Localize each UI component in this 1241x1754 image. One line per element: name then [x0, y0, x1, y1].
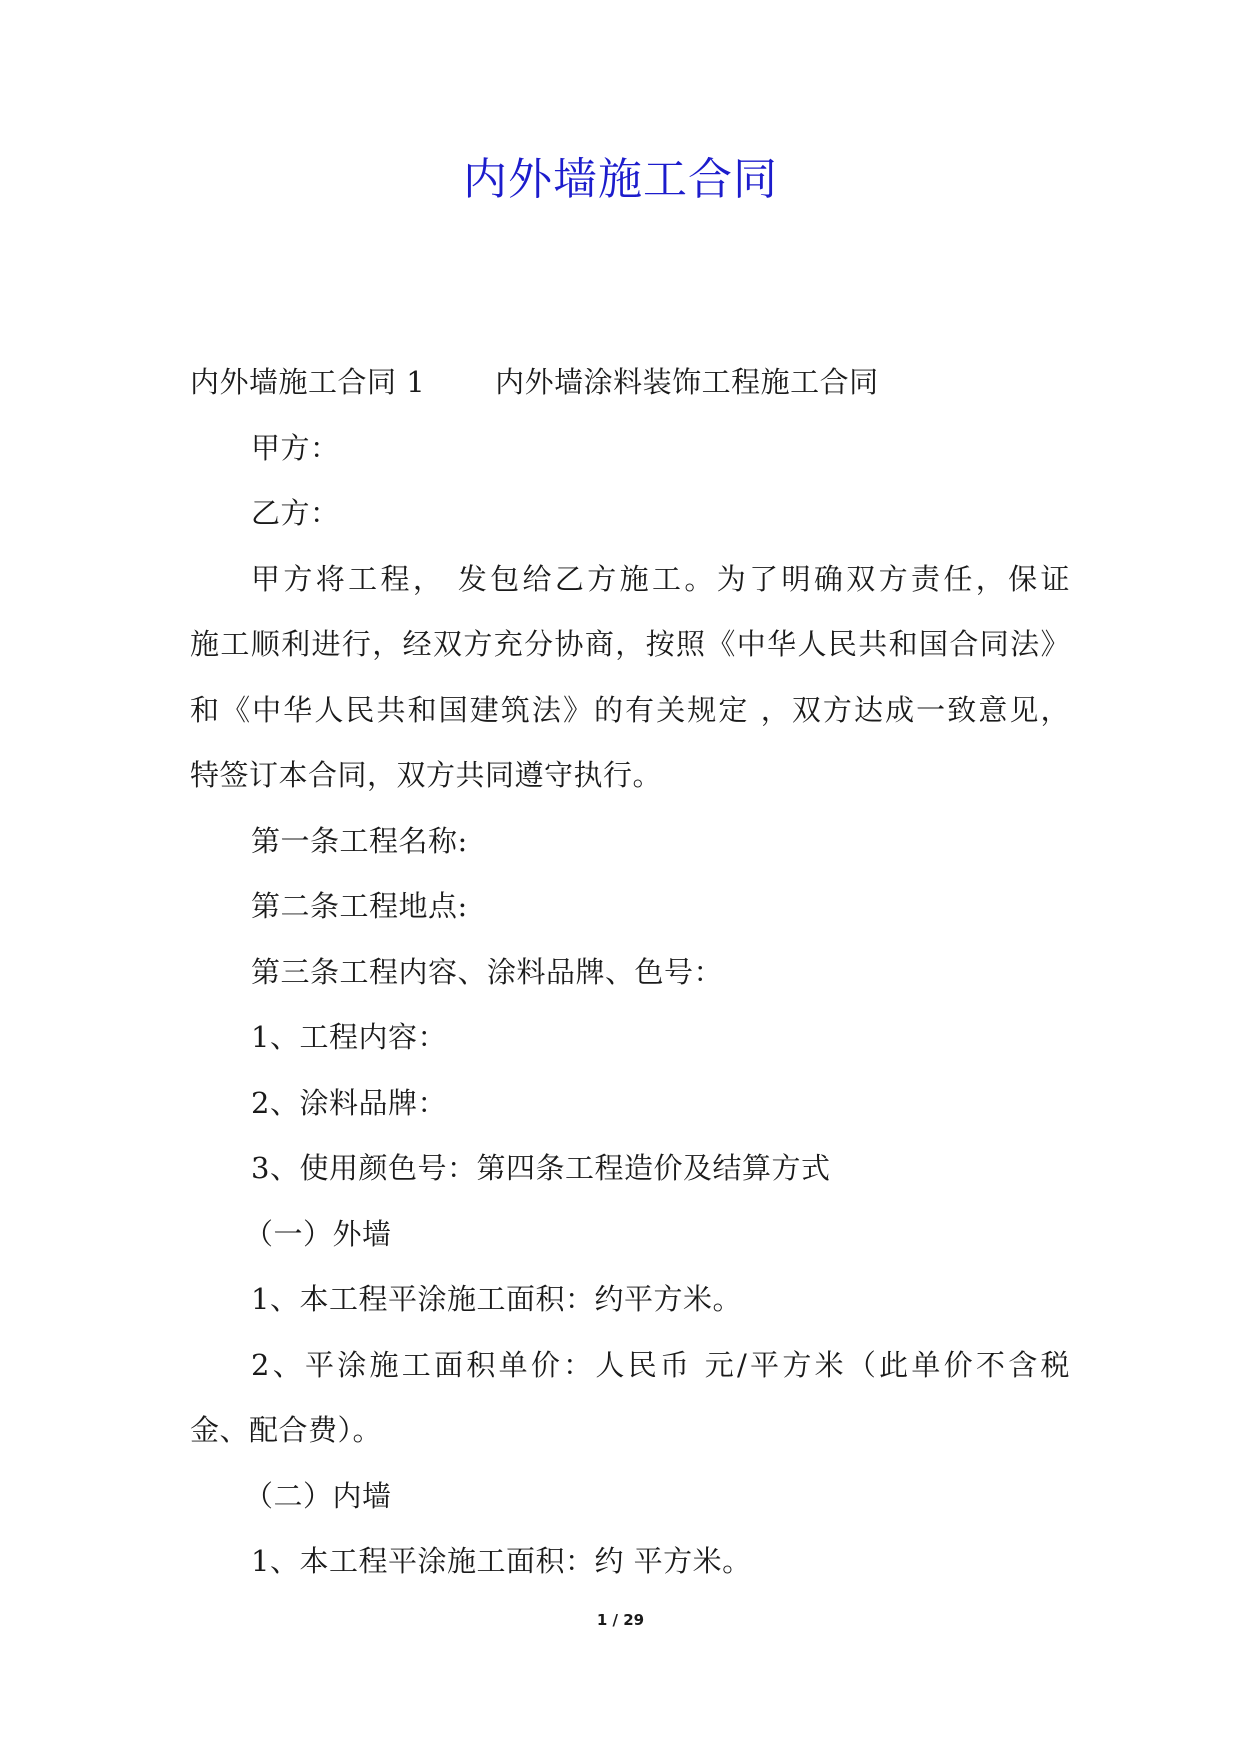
- list-item-line: 1、本工程平涂施工面积：约平方米。: [251, 1282, 742, 1316]
- paragraph-line: 和《中华人民共和国建筑法》的有关规定 ，双方达成一致意见，: [190, 692, 1070, 727]
- document-body: [190, 350, 1070, 1595]
- section-interior-line: （二）内墙: [244, 1478, 392, 1513]
- list-item-line: 2、平涂施工面积单价：人民币 元/平方米（此单价不含税: [251, 1347, 1070, 1382]
- article-3-line: 第三条工程内容、涂料品牌、色号：: [251, 954, 724, 989]
- paragraph-line: 甲方将工程， 发包给乙方施工。为了明确双方责任，保证: [251, 561, 1070, 596]
- contract-heading-left: 内外墙施工合同 1: [190, 365, 426, 399]
- list-item-line: 1、工程内容：: [251, 1020, 447, 1054]
- list-item-line: 2、涂料品牌：: [251, 1085, 447, 1120]
- list-item-line: 1、本工程平涂施工面积：约 平方米。: [251, 1544, 752, 1578]
- contract-heading-right: 内外墙涂料装饰工程施工合同: [495, 365, 879, 399]
- paragraph-line: 特签订本合同，双方共同遵守执行。: [190, 758, 663, 792]
- party-b-line: 乙方：: [251, 496, 340, 530]
- list-item-line: 3、使用颜色号：第四条工程造价及结算方式: [251, 1151, 831, 1185]
- contract-heading-line: [190, 350, 1070, 416]
- party-a-line: 甲方：: [251, 430, 340, 465]
- paragraph-line: 施工顺利进行，经双方充分协商，按照《中华人民共和国合同法》: [190, 627, 1070, 661]
- article-1-line: 第一条工程名称:: [251, 823, 468, 858]
- section-exterior-line: （一）外墙: [244, 1216, 392, 1251]
- page-number: 1 / 29: [596, 1611, 645, 1629]
- paragraph-line: 金、配合费）。: [190, 1413, 383, 1447]
- article-2-line: 第二条工程地点:: [251, 889, 468, 923]
- document-title: 内外墙施工合同: [463, 154, 778, 205]
